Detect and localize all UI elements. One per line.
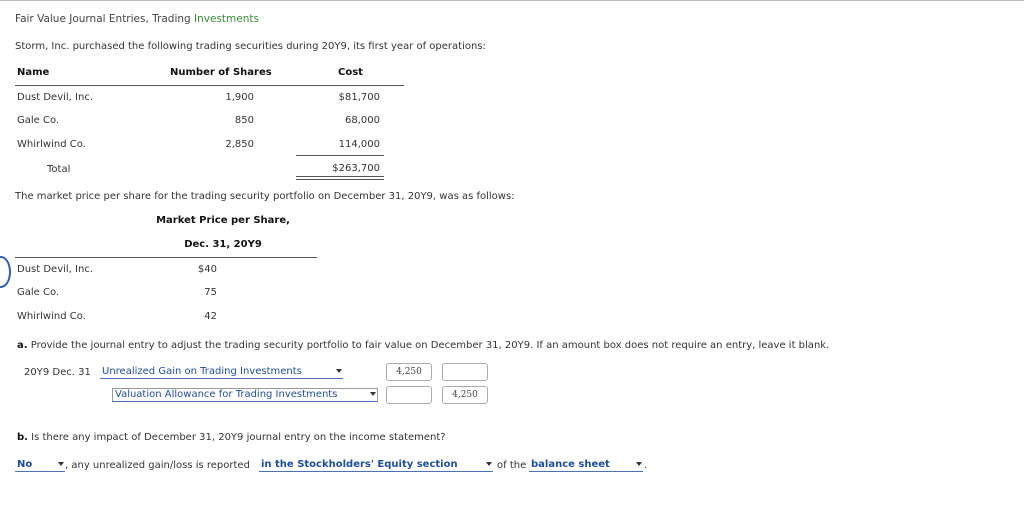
market-intro-text: The market price per share for the trading security portfolio on December 31, 20Y9, was as follows: (15, 191, 515, 202)
intro-text: Storm, Inc. purchased the following trading securities during 20Y9, its first year of operations: (15, 41, 486, 52)
market-row-name: Dust Devil, Inc. (17, 264, 93, 275)
total-double-rule-1 (296, 176, 384, 177)
market-row-name: Whirlwind Co. (17, 311, 86, 322)
market-row-name: Gale Co. (17, 287, 60, 298)
col-header-cost: Cost (338, 67, 363, 78)
purchase-row-cost: $81,700 (338, 92, 380, 103)
market-header-rule (15, 257, 317, 258)
credit-amount-input-2[interactable]: 4,250 (442, 386, 488, 404)
purchase-row-name: Gale Co. (17, 115, 60, 126)
account-select-credit[interactable]: Valuation Allowance for Trading Investments (112, 388, 378, 402)
chevron-down-icon (636, 462, 642, 466)
top-border (0, 0, 1024, 1)
debit-amount-input-2[interactable] (386, 386, 432, 404)
chevron-down-icon (486, 462, 492, 466)
journal-date: 20Y9 Dec. 31 (24, 367, 91, 378)
total-double-rule-2 (296, 179, 384, 180)
header-rule (15, 85, 404, 86)
purchase-row-cost: 114,000 (338, 139, 380, 150)
account-select-debit[interactable]: Unrealized Gain on Trading Investments (100, 366, 343, 379)
statement-select[interactable]: balance sheet (529, 459, 643, 472)
total-cost: $263,700 (332, 163, 380, 174)
row-focus-indicator (0, 256, 11, 288)
purchase-row-name: Dust Devil, Inc. (17, 92, 93, 103)
purchase-row-shares: 1,900 (225, 92, 254, 103)
section-select[interactable]: in the Stockholders' Equity section (259, 459, 493, 472)
chevron-down-icon (370, 392, 376, 396)
chevron-down-icon (58, 462, 64, 466)
total-rule (296, 155, 384, 156)
page-title: Fair Value Journal Entries, Trading Investments (15, 13, 259, 25)
part-b-question: b. Is there any impact of December 31, 20Y9 journal entry on the income statement? (17, 432, 446, 443)
credit-amount-input-1[interactable] (442, 363, 488, 381)
market-row-price: 42 (204, 311, 217, 322)
purchase-row-shares: 2,850 (225, 139, 254, 150)
purchase-row-shares: 850 (234, 115, 254, 126)
part-b-text-1: , any unrealized gain/loss is reported (65, 460, 250, 471)
part-b-text-2: of the (497, 460, 527, 471)
col-header-name: Name (17, 67, 50, 78)
part-a-question: a. Provide the journal entry to adjust the trading security portfolio to fair value on December 31, 20Y9. If an amount box does not require an entry, leave it blank. (17, 340, 830, 351)
total-label: Total (47, 164, 71, 175)
market-row-price: $40 (197, 264, 217, 275)
chevron-down-icon (336, 369, 342, 373)
market-header-line2: Dec. 31, 20Y9 (184, 239, 262, 250)
col-header-shares: Number of Shares (170, 67, 272, 78)
market-row-price: 75 (204, 287, 217, 298)
impact-select[interactable]: No (15, 459, 65, 472)
purchase-row-cost: 68,000 (345, 115, 380, 126)
market-header-line1: Market Price per Share, (156, 215, 290, 226)
purchase-row-name: Whirlwind Co. (17, 139, 86, 150)
part-b-end: . (644, 460, 648, 471)
debit-amount-input-1[interactable]: 4,250 (386, 363, 432, 381)
